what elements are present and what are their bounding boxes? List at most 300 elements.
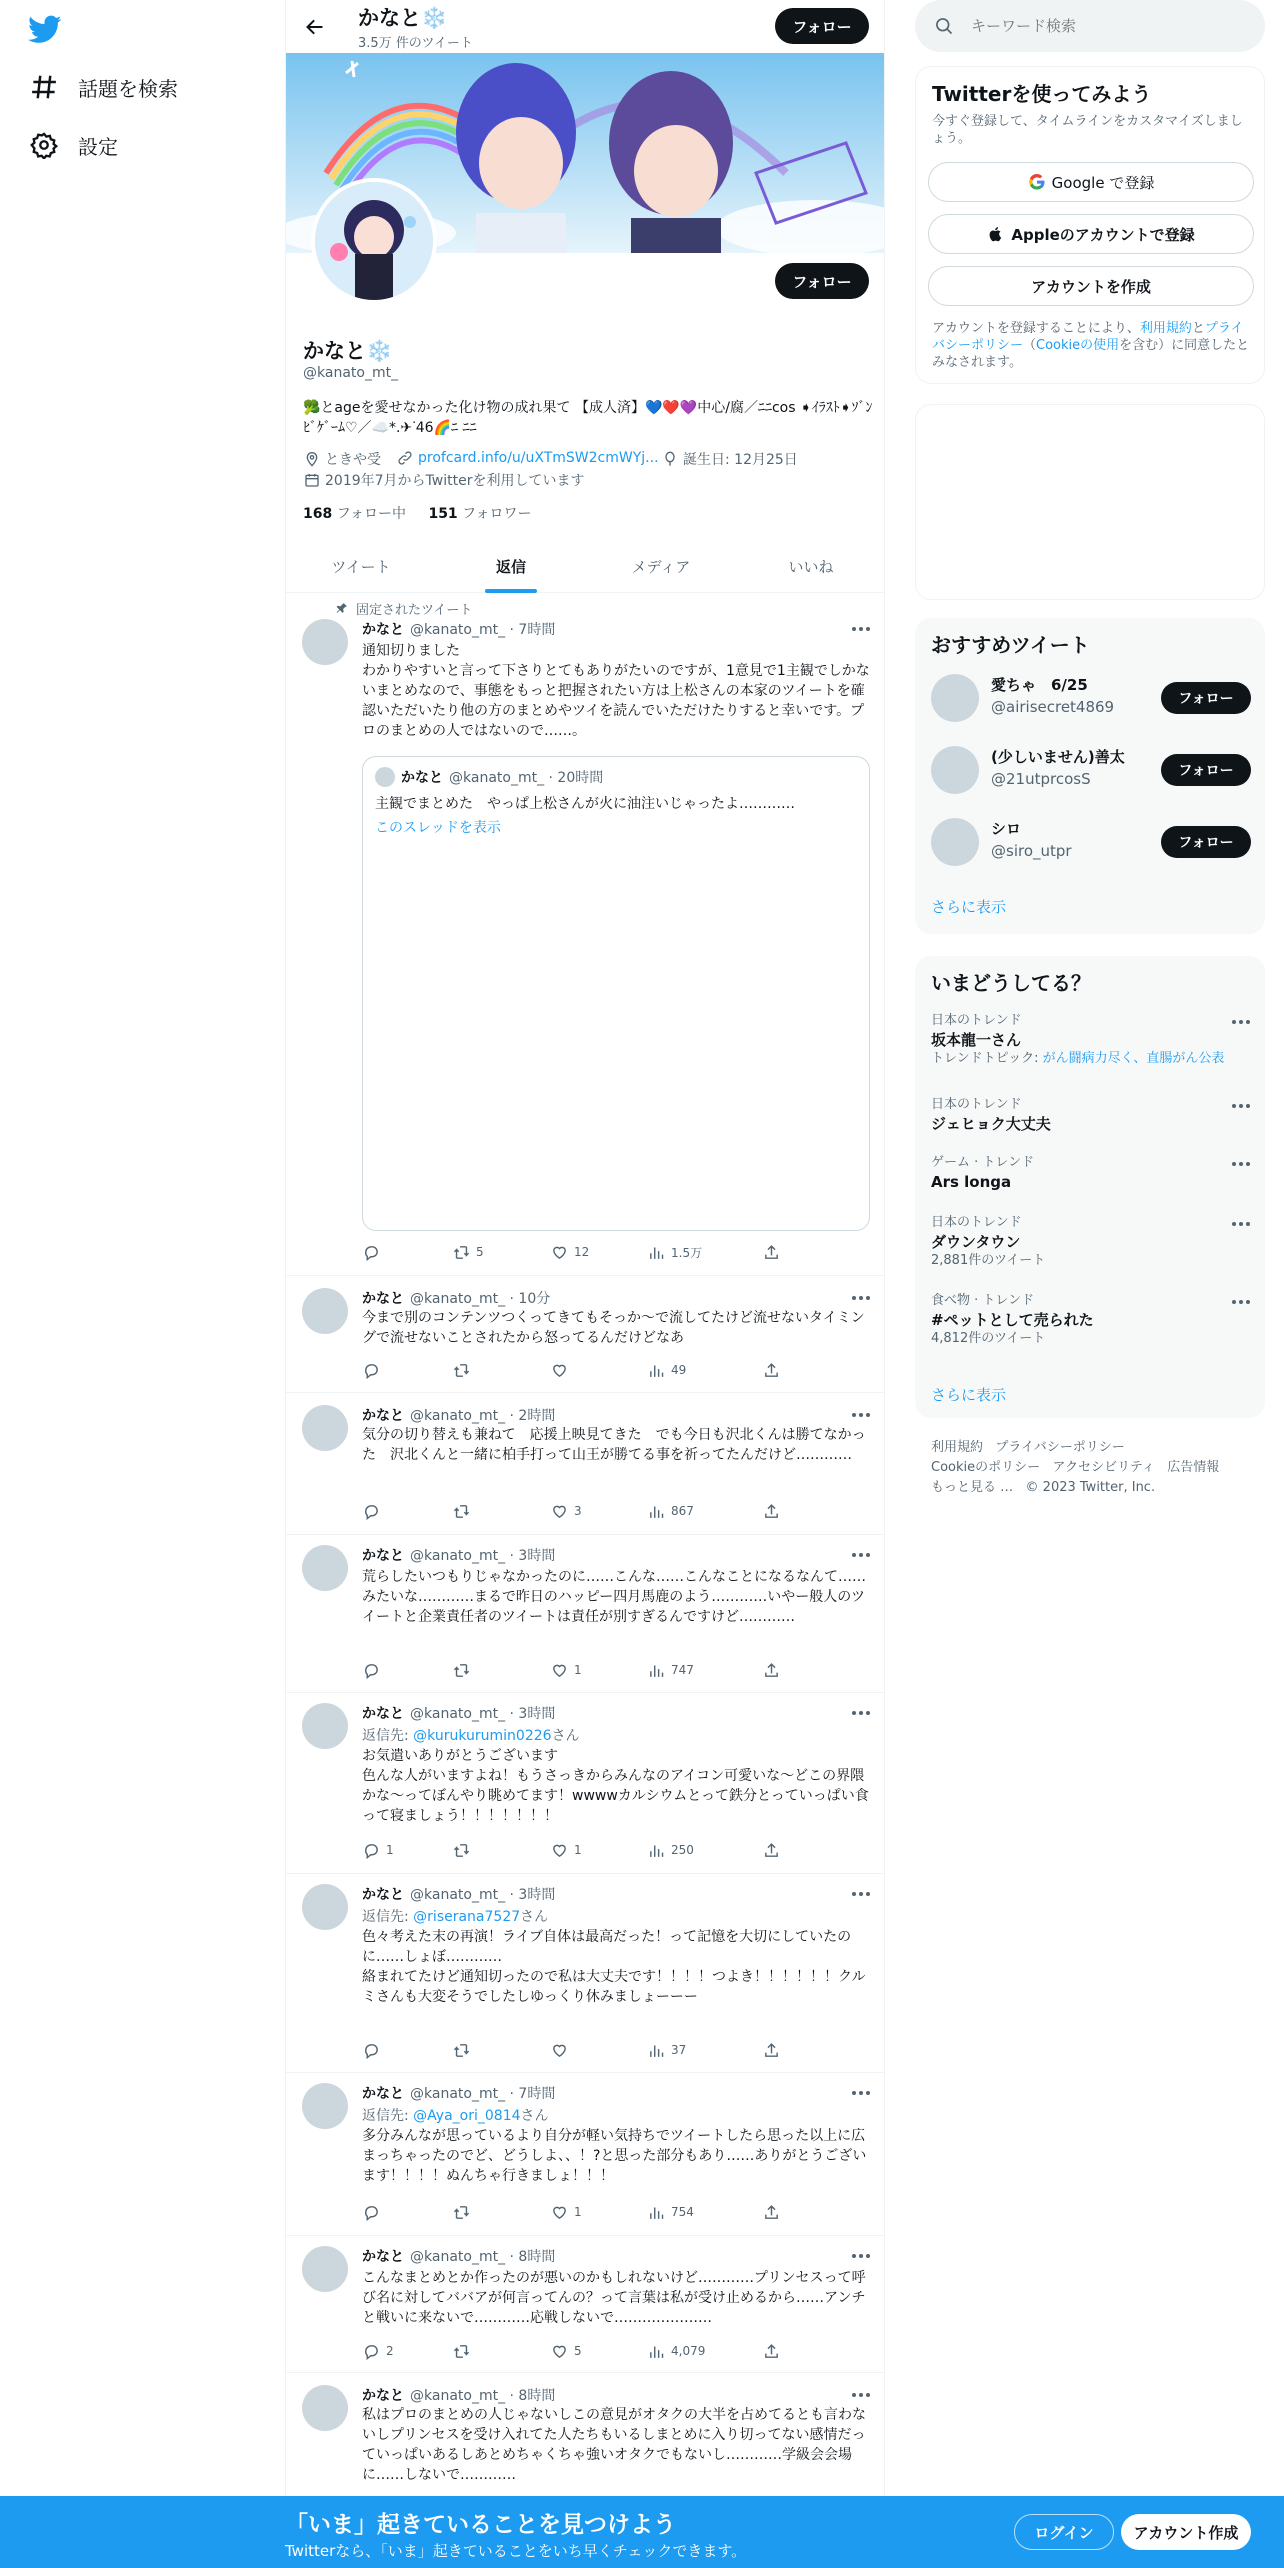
like-count: 5 [574,2344,582,2358]
avatar[interactable] [302,1884,348,1930]
profile-link[interactable] [396,449,659,467]
trend-item[interactable] [931,1012,1251,1068]
reply-to-user-link[interactable]: @riserana7527 [413,1909,521,1925]
retweet-icon [452,1502,470,1520]
google-logo-icon [1028,173,1046,191]
share-button[interactable] [762,1360,786,1380]
trend-topic-link[interactable]: がん闘病力尽く、直腸がん公表 [1042,1051,1225,1066]
back-arrow-icon[interactable] [300,12,330,42]
views-button[interactable] [647,1660,694,1680]
reply-button[interactable] [362,1360,386,1380]
login-button[interactable]: ログイン [1014,2514,1114,2550]
share-button[interactable] [762,1501,786,1521]
tweet-author-handle: @kanato_mt_ · 7時間 [410,622,556,638]
heart-icon [550,2342,568,2360]
profile-tabs [286,540,885,593]
avatar[interactable] [302,1288,348,1334]
trends-title: いまどうしてる？ [931,971,1091,995]
location-pin-icon [303,450,321,468]
views-count: 250 [671,1843,694,1857]
create-account-button[interactable]: アカウントを作成 [928,266,1254,306]
views-bar-chart-icon [647,2342,665,2360]
signup-terms-4: を含む）に同意したとみなされます。 [932,338,1250,370]
views-bar-chart-icon [647,1841,665,1859]
trend-subtitle [931,1050,1251,1068]
views-bar-chart-icon [647,2041,665,2059]
like-count: 1 [574,2205,582,2219]
trend-subtitle-prefix: 4,812件のツイート [931,1331,1046,1346]
tweet-text: 気分の切り替えも兼ねて 応援上映見てきた でも今日も沢北くんは勝てなかった 沢北くんと一緒に柏手打って山王が勝てる事を祈ってたんだけど………… [362,1427,866,1463]
share-icon [762,1502,780,1520]
reply-icon [362,2203,380,2221]
reply-suffix: さん [520,1909,549,1925]
reply-icon [362,1502,380,1520]
bottom-signup-bar [0,2496,1284,2568]
retweet-icon [452,1361,470,1379]
tweet-author-handle: @kanato_mt_ · 3時間 [410,1548,556,1564]
reply-to-user-link[interactable]: @Aya_ori_0814 [413,2108,521,2124]
following-label: フォロー中 [336,506,406,522]
retweet-button[interactable] [452,2202,476,2222]
avatar[interactable] [302,2385,348,2431]
quoted-tweet-header [401,767,603,787]
nav-explore-label: 話題を検索 [78,76,178,101]
apple-logo-icon [987,225,1005,243]
tweet-author-handle: @kanato_mt_ · 10分 [410,1291,551,1307]
trend-title: ダウンタウン [931,1233,1021,1251]
bottom-bar-title: 「いま」起きていることを見つけよう [285,2512,676,2538]
signup-terms-2: と [1191,321,1205,336]
nav-settings[interactable] [28,125,118,165]
like-count: 12 [574,1245,590,1259]
tweet-text: 多分みんなが思っているより自分が軽い気持ちでツイートしたら思った以上に広まっちゃったのでど、どうしよ、、！?と思った部分もあり……ありがとうございます！！！！ぬんちゃ行きましょ！！！ [362,2128,867,2184]
profile-avatar[interactable] [311,178,437,304]
like-button[interactable] [550,1660,582,1680]
tweet-author-handle: @kanato_mt_ · 3時間 [410,1887,556,1903]
more-dots-icon[interactable] [1231,1156,1251,1172]
avatar[interactable] [302,2083,348,2129]
tweet-item[interactable] [286,1276,885,1393]
google-signup-label: Google で登録 [1051,173,1155,192]
avatar[interactable] [302,1545,348,1591]
show-thread-link[interactable]: このスレッドを表示 [375,820,501,836]
tweet-item[interactable] [286,1393,885,1535]
privacy-link[interactable]: プライバシーポリシー [932,321,1244,353]
reply-prefix: 返信先: [362,1909,414,1925]
main-column [285,0,885,2568]
more-dots-icon[interactable] [1231,1014,1251,1030]
tweet-actions [362,1840,802,1860]
reply-button[interactable] [362,2040,386,2060]
right-sidebar [915,0,1265,2568]
trend-item[interactable] [931,1214,1251,1270]
recommend-user-handle: @siro_utpr [991,842,1072,860]
footer-ads[interactable]: 広告情報 [1167,1460,1220,1475]
share-button[interactable] [762,2202,786,2222]
share-button[interactable] [762,2341,786,2361]
tweet-header [362,1884,555,1904]
twitter-bird-logo-icon[interactable] [28,12,62,46]
signup-button[interactable]: アカウント作成 [1121,2514,1251,2550]
signup-card [915,66,1265,384]
header-name: かなと❄️ [358,6,448,30]
recommend-user-name: シロ [991,820,1022,838]
footer-accessibility[interactable]: アクセシビリティ [1052,1460,1155,1475]
tweet-header [362,2083,555,2103]
header-follow-button[interactable]: フォロー [775,8,869,44]
more-dots-icon[interactable] [850,2385,872,2405]
recommend-follow-button[interactable]: フォロー [1161,682,1251,714]
retweet-button[interactable] [452,2341,476,2361]
footer-privacy[interactable]: プライバシーポリシー [995,1440,1125,1455]
retweet-icon [452,1841,470,1859]
reply-button[interactable] [362,2202,386,2222]
like-button[interactable] [550,1242,589,1262]
retweet-button[interactable] [452,1501,476,1521]
heart-icon [550,1361,568,1379]
reply-to-line [362,1725,580,1745]
share-button[interactable] [762,1840,786,1860]
trend-item[interactable] [931,1154,1251,1192]
reply-icon [362,1361,380,1379]
signup-terms-1: アカウントを登録することにより、 [932,321,1140,336]
retweet-button[interactable] [452,1242,484,1262]
share-button[interactable] [762,1242,786,1262]
reply-count: 1 [386,1843,394,1857]
reply-icon [362,2342,380,2360]
tweet-item[interactable] [286,1535,885,1693]
reply-to-line [362,1906,548,1926]
share-button[interactable] [762,1660,786,1680]
share-button[interactable] [762,2040,786,2060]
recommend-show-more[interactable]: さらに表示 [931,898,1007,916]
recommend-user-name: (少しいません)善太 [991,748,1125,766]
share-icon [762,1361,780,1379]
reply-button[interactable] [362,1660,386,1680]
tweet-item[interactable] [286,1693,885,1874]
heart-icon [550,2041,568,2059]
views-button[interactable] [647,1242,702,1262]
more-dots-icon[interactable] [850,1884,872,1904]
apple-signup-label: Appleのアカウントで登録 [1011,225,1195,244]
search-box[interactable] [915,0,1265,52]
trends-card [915,956,1265,1418]
more-dots-icon[interactable] [1231,1098,1251,1114]
avatar[interactable] [302,1405,348,1451]
views-count: 747 [671,1663,694,1677]
retweet-icon [452,2203,470,2221]
tweet-item[interactable] [286,2236,885,2373]
signup-terms-3: （ [1023,338,1037,353]
tweet-text: 色々考えた末の再演！ライブ自体は最高だった！って記憶を大切にしていたのに……しょぼ………… 絡まれてたけど通知切ったので私は大丈夫です！！！！つよき！！！！！！クルミさんも大変そうでしたしゆっくり休みましょーーー [362,1929,866,2005]
heart-icon [550,1841,568,1859]
like-button[interactable] [550,2202,582,2222]
retweet-icon [452,1243,470,1261]
more-dots-icon[interactable] [850,1405,872,1425]
more-dots-icon[interactable] [1231,1216,1251,1232]
share-icon [762,1243,780,1261]
trend-title: Ars longa [931,1173,1012,1191]
recommend-title: おすすめツイート [931,633,1090,657]
calendar-icon [303,471,321,489]
tweet-text: 私はプロのまとめの人じゃないしこの意見がオタクの大半を占めてるとも言わないしプリンセスを受け入れてた人たちもいるしまとめに入り切ってない感情だっていっぱいあるしあとめちゃくちゃ強いオタクでもないし…………学級会会場に……しないで………… [362,2407,866,2483]
tweet-text: こんなまとめとか作ったのが悪いのかもしれないけど…………プリンセスって呼び名に対してババアが何言ってんの？って言葉は私が受け止めるから……アンチと戦いに来ないで…………応戦しないで………………… [362,2270,866,2326]
reply-to-line [362,2105,549,2125]
footer-copyright: © 2023 Twitter, Inc. [1025,1480,1156,1495]
tweet-actions [362,1242,802,1262]
link-icon [396,449,414,467]
trend-item[interactable] [931,1292,1251,1348]
footer-more[interactable]: もっと見る … [931,1480,1014,1495]
quoted-author-handle: @kanato_mt_ · 20時間 [449,770,604,786]
trend-subtitle [931,1330,1251,1348]
followers-link[interactable] [428,506,531,522]
recommend-user[interactable] [931,814,1251,870]
views-button[interactable] [647,1360,686,1380]
share-icon [762,2041,780,2059]
avatar[interactable] [302,619,348,665]
tweet-author-name[interactable]: かなと [362,2249,404,2265]
profile-follow-button[interactable]: フォロー [775,263,869,299]
views-bar-chart-icon [647,1661,665,1679]
heart-icon [550,1243,568,1261]
views-button[interactable] [647,2040,686,2060]
trend-category: ゲーム · トレンド [931,1155,1035,1170]
reply-count: 2 [386,2344,394,2358]
views-button[interactable] [647,2341,705,2361]
tweet-author-name[interactable]: かなと [362,2086,404,2102]
left-nav [0,0,285,2568]
followers-count: 151 [428,506,458,522]
tweet-text: お気遣いありがとうございます 色んな人がいますよね！もうさっきからみんなのアイコン可愛いな〜どこの界隈かな〜ってぼんやり眺めてます！wwwwカルシウムとって鉄分とっていっぱい食って寝ましょう！！！！！！！ [362,1748,869,1824]
avatar[interactable] [931,818,979,866]
recommend-follow-button[interactable]: フォロー [1161,826,1251,858]
profile-handle: @kanato_mt_ [303,365,399,381]
profile-bio: 🥦とageを愛せなかった化け物の成れ果て 【成人済】💙❤️💜中心/腐／ﾆﾆcos ➧ｲﾗｽﾄ➧ｿﾞﾝﾋﾞｹﾞｰﾑ♡／☁️*.✈︎ᐝ46🌈ﾆ ﾆﾆ [303,400,873,436]
tab-replies[interactable]: 返信 [436,540,586,593]
tweet-author-name[interactable]: かなと [362,1706,404,1722]
share-icon [762,2342,780,2360]
retweet-button[interactable] [452,1660,476,1680]
retweet-button[interactable] [452,1840,476,1860]
tweet-author-name[interactable]: かなと [362,1408,404,1424]
profile-birthday-text: 誕生日: 12月25日 [683,452,798,468]
tweet-header [362,1703,555,1723]
recommend-user[interactable] [931,670,1251,726]
tweet-header [362,619,555,639]
tweet-header [362,1545,555,1565]
like-button[interactable] [550,1840,582,1860]
views-button[interactable] [647,1501,694,1521]
quoted-tweet[interactable] [362,756,870,1231]
tab-likes[interactable]: いいね [788,558,834,576]
following-count: 168 [303,506,333,522]
nav-settings-label: 設定 [78,134,118,159]
share-icon [762,1661,780,1679]
more-dots-icon[interactable] [850,619,872,639]
reply-icon [362,2041,380,2059]
like-button[interactable] [550,1360,574,1380]
retweet-button[interactable] [452,1360,476,1380]
tweet-text: 荒らしたいつもりじゃなかったのに……こんな……こんなことになるなんて……みたいな…………まるで昨日のハッピー四月馬鹿のよう…………いやー般人のツイートと企業責任者のツイートは責任が別すぎるんですけど………… [362,1569,866,1625]
views-count: 754 [671,2205,694,2219]
cookie-link[interactable]: Cookieの使用 [1036,338,1120,353]
views-count: 867 [671,1504,694,1518]
footer-links [931,1438,1251,1498]
more-dots-icon[interactable] [850,2246,872,2266]
tweet-author-name[interactable]: かなと [362,1887,404,1903]
balloon-icon [661,450,679,468]
footer-cookie[interactable]: Cookieのポリシー [931,1460,1041,1475]
views-count: 37 [671,2043,687,2057]
avatar[interactable] [302,2246,348,2292]
retweet-icon [452,2342,470,2360]
trend-title: #ペットとして売られた [931,1311,1094,1329]
like-button[interactable] [550,2040,574,2060]
footer-terms[interactable]: 利用規約 [931,1440,984,1455]
trend-item[interactable] [931,1096,1251,1134]
profile-header-bar [286,0,885,53]
trend-category: 日本のトレンド [931,1215,1022,1230]
following-link[interactable] [303,506,406,522]
profile-link-text[interactable]: profcard.info/u/uXTmSW2cmWYj... [418,450,659,466]
like-count: 1 [574,1663,582,1677]
reply-prefix: 返信先: [362,1728,414,1744]
views-count: 49 [671,1363,687,1377]
more-dots-icon[interactable] [850,1545,872,1565]
reply-button[interactable] [362,2341,394,2361]
tab-media[interactable]: メディア [631,558,691,576]
reply-suffix: さん [520,2108,549,2124]
bottom-bar-subtitle: Twitterなら、「いま」起きていることをいち早くチェックできます。 [285,2542,747,2560]
heart-icon [550,2203,568,2221]
retweet-button[interactable] [452,2040,476,2060]
trend-category: 日本のトレンド [931,1097,1022,1112]
views-bar-chart-icon [647,1361,665,1379]
recommend-user-handle: @21utprcosS [991,770,1091,788]
reply-to-user-link[interactable]: @kurukurumin0226 [413,1728,552,1744]
avatar[interactable] [931,674,979,722]
profile-joined-text: 2019年7月からTwitterを利用しています [325,473,585,489]
google-signup-button[interactable] [928,162,1254,202]
views-count: 1.5万 [671,1245,703,1260]
share-icon [762,1841,780,1859]
views-bar-chart-icon [647,1502,665,1520]
tweet-header [362,1288,550,1308]
avatar[interactable] [302,1703,348,1749]
recommend-user-name: 愛ちゃ 6/25 [991,676,1088,694]
tweet-author-handle: @kanato_mt_ · 8時間 [410,2388,556,2404]
quoted-author-name: かなと [401,770,443,786]
recommend-user[interactable] [931,742,1251,798]
recommend-user-handle: @airisecret4869 [991,698,1115,716]
reply-button[interactable] [362,1501,386,1521]
like-count: 3 [574,1504,582,1518]
tweet-author-handle: @kanato_mt_ · 3時間 [410,1706,556,1722]
tweet-header [362,1405,555,1425]
signup-desc: 今すぐ登録して、タイムラインをカスタマイズしましょう。 [932,114,1243,146]
quoted-tweet-text: 主観でまとめた やっぱ上松さんが火に油注いじゃったよ………… [375,796,795,812]
trend-category: 日本のトレンド [931,1013,1022,1028]
like-button[interactable] [550,2341,582,2361]
retweet-icon [452,1661,470,1679]
tweet-author-name[interactable]: かなと [362,1291,404,1307]
profile-location-text: ときや受 [325,452,381,468]
reply-icon [362,1661,380,1679]
pinned-label [334,599,472,618]
retweet-icon [452,2041,470,2059]
tweet-item[interactable] [286,2073,885,2236]
more-dots-icon[interactable] [850,1703,872,1723]
reply-button[interactable] [362,1242,386,1262]
reply-button[interactable] [362,1840,394,1860]
tab-tweets[interactable]: ツイート [331,558,391,576]
views-button[interactable] [647,2202,694,2222]
search-icon [933,15,955,37]
profile-stats [303,503,531,523]
more-dots-icon[interactable] [850,1288,872,1308]
profile-location [303,449,381,469]
trend-title: ジェヒョク大丈夫 [931,1115,1051,1133]
hashtag-icon [28,71,60,103]
tweet-text: 通知切りました わかりやすいと言って下さりとてもありがたいのですが、1意見で1主観でしかないまとめなので、事態をもっと把握されたい方は上松さんの本家のツイートを確認いただいたり他の方のまとめやツイを読んでいただけたりすると幸いです。プロのまとめの人ではないので……。 [362,643,870,739]
trend-title: 坂本龍一さん [931,1031,1022,1049]
followers-label: フォロワー [462,506,532,522]
views-bar-chart-icon [647,1243,665,1261]
pin-icon [334,602,348,616]
tweet-item[interactable] [286,593,885,1276]
reply-icon [362,1243,380,1261]
views-button[interactable] [647,1840,694,1860]
tweet-author-name[interactable]: かなと [362,1548,404,1564]
tweet-header [362,2246,555,2266]
reply-prefix: 返信先: [362,2108,414,2124]
tweet-author-name[interactable]: かなと [362,622,404,638]
header-tweet-count: 3.5万 件のツイート [358,36,473,51]
avatar[interactable] [931,746,979,794]
heart-icon [550,1502,568,1520]
trend-category: 食べ物 · トレンド [931,1293,1035,1308]
apple-signup-button[interactable] [928,214,1254,254]
empty-widget-card [915,404,1265,600]
more-dots-icon[interactable] [1231,1294,1251,1310]
trend-subtitle-prefix: トレンドトピック: [931,1051,1043,1066]
terms-link[interactable]: 利用規約 [1139,321,1192,336]
trend-subtitle-prefix: 2,881件のツイート [931,1253,1046,1268]
tweet-author-handle: @kanato_mt_ · 2時間 [410,1408,556,1424]
nav-explore[interactable] [28,67,178,107]
search-input[interactable] [971,17,1231,35]
gear-icon [28,129,60,161]
tweet-text: 今まで別のコンテンツつくってきてもそっか〜で流してたけど流せないタイミングで流せないことされたから怒ってるんだけどなあ [362,1310,865,1346]
recommend-follow-button[interactable]: フォロー [1161,754,1251,786]
tweet-author-handle: @kanato_mt_ · 8時間 [410,2249,556,2265]
like-button[interactable] [550,1501,582,1521]
tweet-actions [362,2341,802,2361]
trends-show-more[interactable]: さらに表示 [931,1386,1007,1404]
avatar [375,767,395,787]
like-count: 1 [574,1843,582,1857]
tweet-actions [362,2202,802,2222]
tweet-actions [362,1360,802,1380]
profile-birthday [661,449,798,469]
profile-name: かなと❄️ [303,339,393,363]
tweet-author-name[interactable]: かなと [362,2388,404,2404]
tweet-item[interactable] [286,1874,885,2073]
tweet-actions [362,1660,802,1680]
views-bar-chart-icon [647,2203,665,2221]
more-dots-icon[interactable] [850,2083,872,2103]
